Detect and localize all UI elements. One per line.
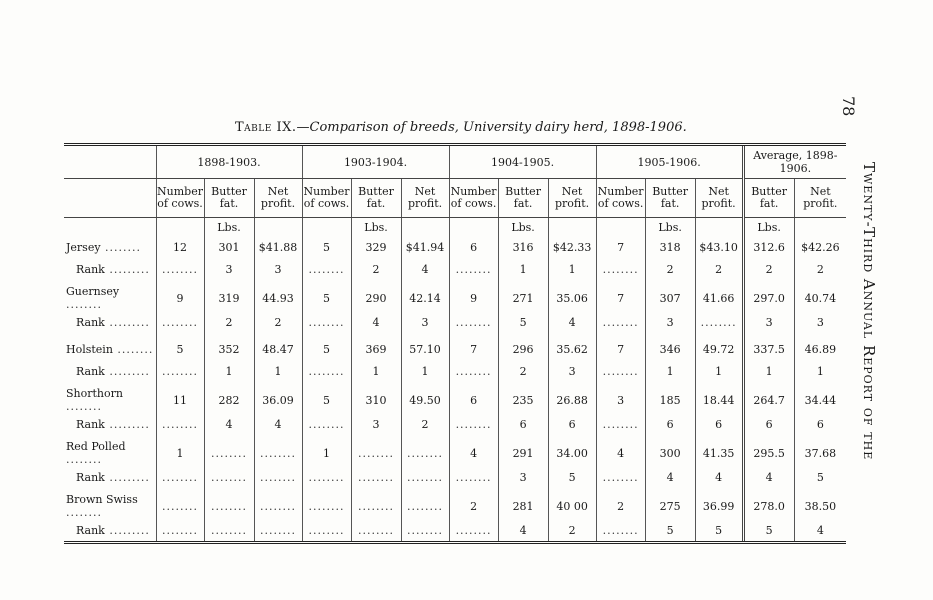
value-cell: 352: [204, 338, 254, 360]
value-cell: 271: [498, 285, 548, 311]
value-cell: 301: [204, 236, 254, 258]
rank-cell: ........: [156, 311, 204, 333]
rank-cell: 4: [254, 413, 302, 435]
rank-cell: 3: [743, 311, 794, 333]
breed-label: Red Polled: [66, 440, 126, 453]
rank-cell: 2: [794, 258, 846, 280]
value-cell: ........: [351, 493, 401, 519]
breed-label: Holstein: [66, 342, 113, 356]
breed-name: [64, 338, 156, 360]
value-cell: 1: [156, 440, 204, 466]
rank-cell: ........: [449, 360, 498, 382]
rank-cell: ........: [351, 519, 401, 543]
rank-cell: 3: [645, 311, 695, 333]
column-label-fat: [498, 179, 548, 218]
value-cell: 264.7: [743, 387, 794, 413]
column-label-line: fat.: [219, 197, 239, 210]
column-label-fat: [351, 179, 401, 218]
leader-dots: .........: [104, 262, 150, 276]
value-cell: 26.88: [548, 387, 596, 413]
unit-cell: [156, 218, 204, 237]
period-header: 1904-1905.: [449, 145, 596, 179]
value-cell: 307: [645, 285, 695, 311]
column-label-fat: [743, 179, 794, 218]
column-label-cows: [449, 179, 498, 218]
rank-label: [64, 360, 156, 382]
leader-dots: .........: [104, 364, 150, 378]
breed-name: [64, 493, 156, 519]
value-cell: 275: [645, 493, 695, 519]
rank-label: [64, 519, 156, 543]
rank-cell: 4: [204, 413, 254, 435]
column-label-line: fat.: [660, 197, 680, 210]
column-label-line: fat.: [513, 197, 533, 210]
value-cell: 5: [302, 236, 351, 258]
value-cell: 18.44: [695, 387, 743, 413]
blank-cell: [64, 218, 156, 237]
rank-text: Rank: [76, 315, 105, 329]
rank-cell: 6: [695, 413, 743, 435]
value-cell: $42.26: [794, 236, 846, 258]
breed-name: [64, 440, 156, 466]
unit-cell: [401, 218, 449, 237]
corner-cell: [64, 179, 156, 218]
breed-row: [64, 493, 846, 519]
value-cell: 48.47: [254, 338, 302, 360]
rank-cell: 2: [254, 311, 302, 333]
rank-cell: 3: [794, 311, 846, 333]
column-label-profit: [548, 179, 596, 218]
value-cell: ........: [204, 440, 254, 466]
value-cell: 34.44: [794, 387, 846, 413]
breed-row: [64, 285, 846, 311]
breed-label: Brown Swiss: [66, 493, 138, 506]
breed-name: [64, 236, 156, 258]
value-cell: 44.93: [254, 285, 302, 311]
value-cell: 310: [351, 387, 401, 413]
value-cell: 318: [645, 236, 695, 258]
rank-cell: 1: [498, 258, 548, 280]
value-cell: 235: [498, 387, 548, 413]
rank-cell: 4: [645, 466, 695, 488]
column-label-line: Net: [267, 185, 289, 198]
period-header: 1905-1906.: [596, 145, 743, 179]
value-cell: $42.33: [548, 236, 596, 258]
leader-dots: ........: [66, 506, 102, 519]
value-cell: ........: [254, 493, 302, 519]
value-cell: 346: [645, 338, 695, 360]
unit-cell: [695, 218, 743, 237]
breed-comparison-table: [64, 143, 846, 544]
value-cell: 9: [449, 285, 498, 311]
rank-text: Rank: [76, 262, 105, 276]
value-cell: 36.09: [254, 387, 302, 413]
running-head: Twenty-Third Annual Report of the: [860, 162, 878, 461]
rank-cell: ........: [449, 413, 498, 435]
value-cell: 7: [596, 338, 645, 360]
rank-cell: ........: [302, 311, 351, 333]
rank-cell: ........: [596, 360, 645, 382]
breed-label: Shorthorn: [66, 387, 123, 400]
rank-cell: 5: [498, 311, 548, 333]
value-cell: 7: [596, 236, 645, 258]
column-label-line: Net: [708, 185, 729, 198]
value-cell: 40.74: [794, 285, 846, 311]
rank-text: Rank: [76, 364, 105, 378]
value-cell: 1: [302, 440, 351, 466]
value-cell: 40 00: [548, 493, 596, 519]
value-cell: 7: [449, 338, 498, 360]
value-cell: 57.10: [401, 338, 449, 360]
rank-cell: ........: [449, 258, 498, 280]
value-cell: 12: [156, 236, 204, 258]
column-label-line: of cows.: [597, 197, 644, 210]
rank-cell: 6: [743, 413, 794, 435]
leader-dots: ........: [112, 342, 154, 356]
table-caption: —Comparison of breeds, University dairy herd, 1898-1906.: [296, 120, 687, 135]
unit-cell: Lbs.: [204, 218, 254, 237]
column-label-line: Number: [157, 185, 203, 198]
rank-cell: 2: [645, 258, 695, 280]
period-header: Average, 1898-1906.: [743, 145, 846, 179]
rank-cell: ........: [449, 519, 498, 543]
leader-dots: ........: [66, 400, 102, 413]
unit-cell: [302, 218, 351, 237]
unit-cell: [548, 218, 596, 237]
value-cell: 6: [449, 236, 498, 258]
value-cell: 6: [449, 387, 498, 413]
period-header: 1898-1903.: [156, 145, 302, 179]
column-label-line: of cows.: [157, 197, 203, 210]
rank-cell: 4: [794, 519, 846, 543]
value-cell: ........: [401, 493, 449, 519]
breed-row: [64, 236, 846, 258]
rank-cell: 2: [401, 413, 449, 435]
leader-dots: ........: [100, 240, 142, 254]
column-label-line: Butter: [358, 185, 394, 198]
rank-cell: ........: [254, 466, 302, 488]
value-cell: 41.35: [695, 440, 743, 466]
rank-cell: 4: [498, 519, 548, 543]
value-cell: 5: [156, 338, 204, 360]
value-cell: $41.88: [254, 236, 302, 258]
rank-row: [64, 360, 846, 382]
leader-dots: .........: [104, 315, 150, 329]
rank-cell: ........: [156, 258, 204, 280]
rank-cell: ........: [204, 466, 254, 488]
table-label: Table IX.: [235, 120, 297, 135]
unit-cell: [254, 218, 302, 237]
rank-cell: ........: [351, 466, 401, 488]
column-label-line: profit.: [407, 197, 443, 210]
rank-cell: 5: [548, 466, 596, 488]
rank-text: Rank: [76, 470, 105, 484]
value-cell: 46.89: [794, 338, 846, 360]
leader-dots: .........: [104, 417, 150, 431]
breed-row: [64, 440, 846, 466]
column-label-line: Net: [414, 185, 436, 198]
rank-cell: ........: [596, 311, 645, 333]
rank-cell: 1: [645, 360, 695, 382]
value-cell: 369: [351, 338, 401, 360]
rank-cell: 1: [401, 360, 449, 382]
rank-cell: 1: [548, 258, 596, 280]
rank-cell: 3: [254, 258, 302, 280]
breed-row: [64, 338, 846, 360]
rank-row: [64, 311, 846, 333]
value-cell: 3: [596, 387, 645, 413]
breed-name: [64, 285, 156, 311]
column-label-line: Number: [450, 185, 497, 198]
rank-cell: ........: [596, 413, 645, 435]
value-cell: 41.66: [695, 285, 743, 311]
column-label-line: Net: [561, 185, 583, 198]
leader-dots: .........: [104, 470, 150, 484]
rank-cell: 3: [548, 360, 596, 382]
rank-cell: ........: [254, 519, 302, 543]
rank-cell: 1: [695, 360, 743, 382]
rank-cell: 5: [645, 519, 695, 543]
unit-cell: Lbs.: [351, 218, 401, 237]
period-header-row: [64, 145, 846, 179]
column-label-cows: [596, 179, 645, 218]
rank-row: [64, 258, 846, 280]
rank-cell: ........: [302, 360, 351, 382]
rank-cell: ........: [596, 519, 645, 543]
column-label-line: fat.: [759, 197, 779, 210]
value-cell: 291: [498, 440, 548, 466]
column-label-profit: [794, 179, 846, 218]
column-label-line: Butter: [211, 185, 247, 198]
rank-cell: 4: [743, 466, 794, 488]
rank-cell: ........: [596, 466, 645, 488]
value-cell: 296: [498, 338, 548, 360]
value-cell: 295.5: [743, 440, 794, 466]
rank-row: [64, 519, 846, 543]
value-cell: 337.5: [743, 338, 794, 360]
value-cell: 34.00: [548, 440, 596, 466]
column-label-line: Butter: [505, 185, 541, 198]
value-cell: 37.68: [794, 440, 846, 466]
rank-cell: 6: [548, 413, 596, 435]
page-number: 78: [839, 96, 858, 117]
column-label-line: Net: [810, 185, 831, 198]
value-cell: ........: [351, 440, 401, 466]
column-label-line: Number: [597, 185, 644, 198]
rank-cell: ........: [156, 519, 204, 543]
rank-row: [64, 466, 846, 488]
column-label-line: of cows.: [303, 197, 350, 210]
rank-cell: ........: [204, 519, 254, 543]
unit-cell: Lbs.: [645, 218, 695, 237]
value-cell: 2: [596, 493, 645, 519]
value-cell: 319: [204, 285, 254, 311]
rank-text: Rank: [76, 417, 105, 431]
column-label-cows: [156, 179, 204, 218]
rank-cell: ........: [596, 258, 645, 280]
rank-cell: 2: [743, 258, 794, 280]
rank-label: [64, 466, 156, 488]
column-label-line: profit.: [554, 197, 590, 210]
column-label-line: profit.: [701, 197, 736, 210]
rank-cell: 4: [548, 311, 596, 333]
rank-cell: 2: [548, 519, 596, 543]
rank-cell: ........: [302, 413, 351, 435]
column-label-profit: [401, 179, 449, 218]
breed-name: [64, 387, 156, 413]
rank-cell: 3: [351, 413, 401, 435]
period-header: 1903-1904.: [302, 145, 449, 179]
rank-cell: 1: [351, 360, 401, 382]
column-label-row: [64, 179, 846, 218]
value-cell: 49.72: [695, 338, 743, 360]
value-cell: 278.0: [743, 493, 794, 519]
rank-cell: 5: [695, 519, 743, 543]
value-cell: 5: [302, 285, 351, 311]
rank-cell: ........: [401, 519, 449, 543]
unit-cell: Lbs.: [498, 218, 548, 237]
value-cell: ........: [302, 493, 351, 519]
rank-cell: ........: [695, 311, 743, 333]
column-label-profit: [695, 179, 743, 218]
breed-row: [64, 387, 846, 413]
corner-cell: [64, 145, 156, 179]
unit-cell: [794, 218, 846, 237]
value-cell: 329: [351, 236, 401, 258]
column-label-fat: [204, 179, 254, 218]
breed-label: Guernsey: [66, 285, 120, 298]
rank-cell: 2: [204, 311, 254, 333]
rank-cell: ........: [449, 466, 498, 488]
value-cell: 4: [449, 440, 498, 466]
value-cell: ........: [156, 493, 204, 519]
rank-cell: ........: [156, 413, 204, 435]
value-cell: $43.10: [695, 236, 743, 258]
value-cell: 49.50: [401, 387, 449, 413]
column-label-line: Butter: [751, 185, 787, 198]
rank-cell: 2: [498, 360, 548, 382]
column-label-profit: [254, 179, 302, 218]
rank-label: [64, 413, 156, 435]
value-cell: 316: [498, 236, 548, 258]
value-cell: 185: [645, 387, 695, 413]
rank-cell: 6: [794, 413, 846, 435]
value-cell: 35.62: [548, 338, 596, 360]
table-title: [235, 120, 687, 135]
rank-cell: 4: [401, 258, 449, 280]
leader-dots: .........: [104, 523, 150, 537]
rank-cell: ........: [302, 519, 351, 543]
rank-cell: 2: [351, 258, 401, 280]
unit-cell: [449, 218, 498, 237]
rank-label: [64, 311, 156, 333]
value-cell: 5: [302, 338, 351, 360]
column-label-line: Butter: [652, 185, 688, 198]
value-cell: 35.06: [548, 285, 596, 311]
rank-cell: 6: [645, 413, 695, 435]
rank-cell: ........: [302, 258, 351, 280]
rank-cell: 1: [794, 360, 846, 382]
value-cell: 11: [156, 387, 204, 413]
value-cell: 38.50: [794, 493, 846, 519]
rank-cell: ........: [449, 311, 498, 333]
rank-cell: 5: [743, 519, 794, 543]
column-label-line: Number: [303, 185, 350, 198]
value-cell: ........: [204, 493, 254, 519]
column-label-line: of cows.: [450, 197, 497, 210]
rank-cell: 3: [204, 258, 254, 280]
value-cell: 300: [645, 440, 695, 466]
value-cell: 9: [156, 285, 204, 311]
column-label-line: fat.: [366, 197, 386, 210]
value-cell: 7: [596, 285, 645, 311]
unit-cell: [596, 218, 645, 237]
value-cell: 5: [302, 387, 351, 413]
value-cell: 281: [498, 493, 548, 519]
column-label-cows: [302, 179, 351, 218]
rank-cell: 2: [695, 258, 743, 280]
rank-cell: 1: [743, 360, 794, 382]
rank-cell: 3: [401, 311, 449, 333]
column-label-line: profit.: [803, 197, 838, 210]
rank-cell: 5: [794, 466, 846, 488]
rank-row: [64, 413, 846, 435]
value-cell: 2: [449, 493, 498, 519]
leader-dots: ........: [66, 453, 102, 466]
leader-dots: ........: [66, 298, 102, 311]
unit-cell: Lbs.: [743, 218, 794, 237]
column-label-fat: [645, 179, 695, 218]
rank-cell: 6: [498, 413, 548, 435]
value-cell: 42.14: [401, 285, 449, 311]
rank-cell: ........: [156, 360, 204, 382]
value-cell: 282: [204, 387, 254, 413]
value-cell: 4: [596, 440, 645, 466]
value-cell: 290: [351, 285, 401, 311]
value-cell: ........: [254, 440, 302, 466]
value-cell: ........: [401, 440, 449, 466]
value-cell: $41.94: [401, 236, 449, 258]
rank-cell: 4: [695, 466, 743, 488]
rank-cell: ........: [302, 466, 351, 488]
units-row: [64, 218, 846, 237]
rank-cell: ........: [401, 466, 449, 488]
rank-cell: 1: [254, 360, 302, 382]
rank-cell: ........: [156, 466, 204, 488]
value-cell: 312.6: [743, 236, 794, 258]
rank-label: [64, 258, 156, 280]
breed-label: Jersey: [66, 240, 101, 254]
value-cell: 297.0: [743, 285, 794, 311]
column-label-line: profit.: [260, 197, 296, 210]
rank-cell: 4: [351, 311, 401, 333]
rank-text: Rank: [76, 523, 105, 537]
rank-cell: 1: [204, 360, 254, 382]
value-cell: 36.99: [695, 493, 743, 519]
rank-cell: 3: [498, 466, 548, 488]
